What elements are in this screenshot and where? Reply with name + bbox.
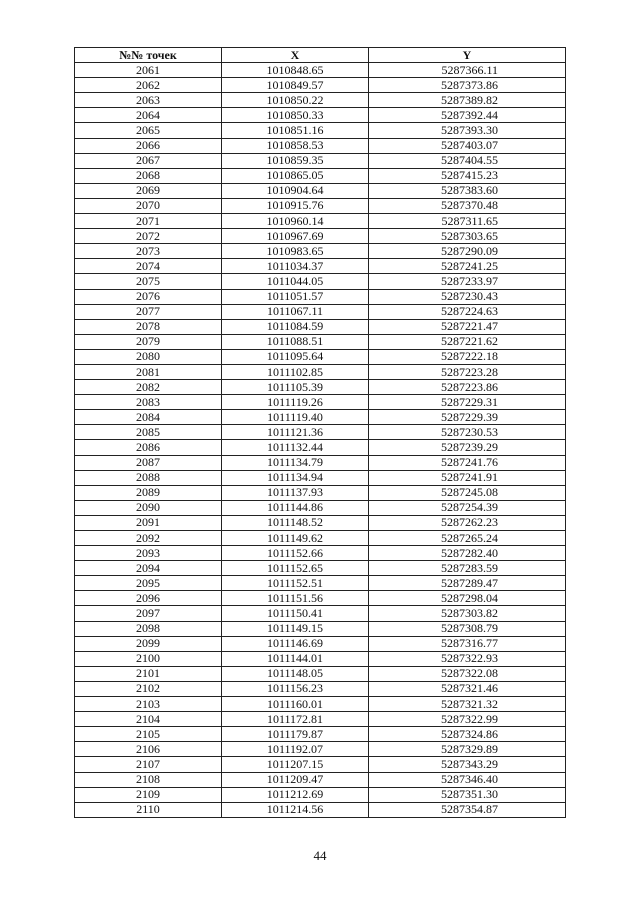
- y-coordinate-cell: 5287265.24: [369, 531, 566, 546]
- x-coordinate-cell: 1011134.79: [222, 455, 369, 470]
- point-number-cell: 2094: [75, 561, 222, 576]
- point-number-cell: 2088: [75, 470, 222, 485]
- y-coordinate-cell: 5287239.29: [369, 440, 566, 455]
- table-row: [75, 546, 566, 561]
- x-coordinate-cell: 1011192.07: [222, 742, 369, 757]
- y-coordinate-cell: 5287322.99: [369, 712, 566, 727]
- y-coordinate-cell: 5287366.11: [369, 63, 566, 78]
- point-number-cell: 2100: [75, 651, 222, 666]
- y-coordinate-cell: 5287230.53: [369, 425, 566, 440]
- point-number-cell: 2099: [75, 636, 222, 651]
- y-coordinate-cell: 5287229.39: [369, 410, 566, 425]
- point-number-cell: 2091: [75, 515, 222, 530]
- table-row: [75, 319, 566, 334]
- table-row: [75, 425, 566, 440]
- x-coordinate-cell: 1011134.94: [222, 470, 369, 485]
- table-row: [75, 229, 566, 244]
- y-coordinate-cell: 5287229.31: [369, 395, 566, 410]
- table-row: [75, 742, 566, 757]
- table-row: [75, 410, 566, 425]
- y-coordinate-cell: 5287370.48: [369, 198, 566, 213]
- table-row: [75, 772, 566, 787]
- table-row: [75, 138, 566, 153]
- table-row: [75, 621, 566, 636]
- x-coordinate-cell: 1010850.33: [222, 108, 369, 123]
- x-coordinate-cell: 1010904.64: [222, 183, 369, 198]
- table-row: [75, 500, 566, 515]
- x-coordinate-cell: 1010960.14: [222, 214, 369, 229]
- table-row: [75, 198, 566, 213]
- table-row: [75, 274, 566, 289]
- y-coordinate-cell: 5287392.44: [369, 108, 566, 123]
- x-coordinate-cell: 1010848.65: [222, 63, 369, 78]
- y-coordinate-cell: 5287298.04: [369, 591, 566, 606]
- x-coordinate-cell: 1011044.05: [222, 274, 369, 289]
- point-number-cell: 2079: [75, 334, 222, 349]
- x-coordinate-cell: 1011034.37: [222, 259, 369, 274]
- y-coordinate-cell: 5287415.23: [369, 168, 566, 183]
- y-coordinate-cell: 5287351.30: [369, 787, 566, 802]
- y-coordinate-cell: 5287316.77: [369, 636, 566, 651]
- table-row: [75, 697, 566, 712]
- table-row: [75, 455, 566, 470]
- point-number-cell: 2081: [75, 364, 222, 379]
- x-coordinate-cell: 1010850.22: [222, 93, 369, 108]
- table-row: [75, 214, 566, 229]
- y-coordinate-cell: 5287224.63: [369, 304, 566, 319]
- x-coordinate-cell: 1011152.65: [222, 561, 369, 576]
- table-row: [75, 334, 566, 349]
- point-number-cell: 2102: [75, 681, 222, 696]
- y-coordinate-cell: 5287221.47: [369, 319, 566, 334]
- table-row: [75, 576, 566, 591]
- x-coordinate-cell: 1011152.66: [222, 546, 369, 561]
- y-coordinate-cell: 5287383.60: [369, 183, 566, 198]
- x-coordinate-cell: 1011152.51: [222, 576, 369, 591]
- table-row: [75, 123, 566, 138]
- point-number-cell: 2110: [75, 802, 222, 817]
- x-coordinate-cell: 1011146.69: [222, 636, 369, 651]
- point-number-cell: 2061: [75, 63, 222, 78]
- x-coordinate-cell: 1011144.86: [222, 500, 369, 515]
- y-coordinate-cell: 5287354.87: [369, 802, 566, 817]
- point-number-cell: 2092: [75, 531, 222, 546]
- x-coordinate-cell: 1011119.40: [222, 410, 369, 425]
- point-number-cell: 2103: [75, 697, 222, 712]
- point-number-cell: 2095: [75, 576, 222, 591]
- x-coordinate-cell: 1011148.52: [222, 515, 369, 530]
- table-row: [75, 63, 566, 78]
- y-coordinate-cell: 5287233.97: [369, 274, 566, 289]
- table-body: [75, 63, 566, 818]
- point-number-cell: 2084: [75, 410, 222, 425]
- table-header: [75, 48, 566, 63]
- y-coordinate-cell: 5287222.18: [369, 349, 566, 364]
- x-coordinate-cell: 1011095.64: [222, 349, 369, 364]
- x-coordinate-cell: 1011119.26: [222, 395, 369, 410]
- y-coordinate-cell: 5287290.09: [369, 244, 566, 259]
- x-coordinate-cell: 1011144.01: [222, 651, 369, 666]
- y-coordinate-cell: 5287254.39: [369, 500, 566, 515]
- y-coordinate-cell: 5287283.59: [369, 561, 566, 576]
- point-number-cell: 2096: [75, 591, 222, 606]
- y-coordinate-cell: 5287230.43: [369, 289, 566, 304]
- point-number-cell: 2108: [75, 772, 222, 787]
- y-coordinate-cell: 5287389.82: [369, 93, 566, 108]
- x-coordinate-cell: 1010865.05: [222, 168, 369, 183]
- x-coordinate-cell: 1011150.41: [222, 606, 369, 621]
- point-number-cell: 2080: [75, 349, 222, 364]
- point-number-cell: 2075: [75, 274, 222, 289]
- x-coordinate-cell: 1010858.53: [222, 138, 369, 153]
- table-row: [75, 727, 566, 742]
- x-coordinate-cell: 1011212.69: [222, 787, 369, 802]
- y-coordinate-cell: 5287241.76: [369, 455, 566, 470]
- y-coordinate-cell: 5287329.89: [369, 742, 566, 757]
- point-number-cell: 2090: [75, 500, 222, 515]
- x-coordinate-cell: 1011207.15: [222, 757, 369, 772]
- x-coordinate-cell: 1010859.35: [222, 153, 369, 168]
- table-row: [75, 183, 566, 198]
- x-coordinate-cell: 1011121.36: [222, 425, 369, 440]
- y-coordinate-cell: 5287346.40: [369, 772, 566, 787]
- table-row: [75, 259, 566, 274]
- y-coordinate-cell: 5287311.65: [369, 214, 566, 229]
- table-row: [75, 78, 566, 93]
- point-number-cell: 2109: [75, 787, 222, 802]
- x-coordinate-cell: 1011160.01: [222, 697, 369, 712]
- table-row: [75, 380, 566, 395]
- point-number-cell: 2104: [75, 712, 222, 727]
- x-coordinate-cell: 1011149.15: [222, 621, 369, 636]
- y-coordinate-cell: 5287404.55: [369, 153, 566, 168]
- x-coordinate-cell: 1011172.81: [222, 712, 369, 727]
- point-number-cell: 2078: [75, 319, 222, 334]
- table-row: [75, 153, 566, 168]
- y-coordinate-cell: 5287322.93: [369, 651, 566, 666]
- point-number-cell: 2068: [75, 168, 222, 183]
- y-coordinate-cell: 5287321.32: [369, 697, 566, 712]
- y-coordinate-cell: 5287223.28: [369, 364, 566, 379]
- point-number-cell: 2083: [75, 395, 222, 410]
- table-row: [75, 712, 566, 727]
- y-coordinate-cell: 5287223.86: [369, 380, 566, 395]
- table-row: [75, 651, 566, 666]
- table-row: [75, 787, 566, 802]
- point-number-cell: 2073: [75, 244, 222, 259]
- point-number-cell: 2106: [75, 742, 222, 757]
- point-number-cell: 2093: [75, 546, 222, 561]
- header-y: Y: [369, 48, 566, 63]
- table-row: [75, 666, 566, 681]
- point-number-cell: 2098: [75, 621, 222, 636]
- y-coordinate-cell: 5287373.86: [369, 78, 566, 93]
- x-coordinate-cell: 1011105.39: [222, 380, 369, 395]
- table-row: [75, 364, 566, 379]
- point-number-cell: 2101: [75, 666, 222, 681]
- y-coordinate-cell: 5287303.65: [369, 229, 566, 244]
- point-number-cell: 2107: [75, 757, 222, 772]
- point-number-cell: 2087: [75, 455, 222, 470]
- point-number-cell: 2074: [75, 259, 222, 274]
- x-coordinate-cell: 1011088.51: [222, 334, 369, 349]
- table-row: [75, 636, 566, 651]
- y-coordinate-cell: 5287403.07: [369, 138, 566, 153]
- table-row: [75, 802, 566, 817]
- x-coordinate-cell: 1011179.87: [222, 727, 369, 742]
- x-coordinate-cell: 1010849.57: [222, 78, 369, 93]
- point-number-cell: 2066: [75, 138, 222, 153]
- point-number-cell: 2069: [75, 183, 222, 198]
- point-number-cell: 2086: [75, 440, 222, 455]
- table-row: [75, 93, 566, 108]
- y-coordinate-cell: 5287324.86: [369, 727, 566, 742]
- x-coordinate-cell: 1011209.47: [222, 772, 369, 787]
- y-coordinate-cell: 5287289.47: [369, 576, 566, 591]
- point-number-cell: 2071: [75, 214, 222, 229]
- point-number-cell: 2064: [75, 108, 222, 123]
- page-number: 44: [313, 848, 327, 863]
- table-row: [75, 289, 566, 304]
- point-number-cell: 2072: [75, 229, 222, 244]
- table-row: [75, 244, 566, 259]
- table-row: [75, 440, 566, 455]
- point-number-cell: 2089: [75, 485, 222, 500]
- table-row: [75, 304, 566, 319]
- x-coordinate-cell: 1011067.11: [222, 304, 369, 319]
- x-coordinate-cell: 1011084.59: [222, 319, 369, 334]
- x-coordinate-cell: 1011149.62: [222, 531, 369, 546]
- x-coordinate-cell: 1011156.23: [222, 681, 369, 696]
- table-row: [75, 515, 566, 530]
- header-x: X: [222, 48, 369, 63]
- point-number-cell: 2076: [75, 289, 222, 304]
- point-number-cell: 2097: [75, 606, 222, 621]
- x-coordinate-cell: 1010915.76: [222, 198, 369, 213]
- y-coordinate-cell: 5287221.62: [369, 334, 566, 349]
- x-coordinate-cell: 1010967.69: [222, 229, 369, 244]
- table-row: [75, 531, 566, 546]
- table-row: [75, 485, 566, 500]
- point-number-cell: 2082: [75, 380, 222, 395]
- x-coordinate-cell: 1011132.44: [222, 440, 369, 455]
- point-number-cell: 2085: [75, 425, 222, 440]
- y-coordinate-cell: 5287282.40: [369, 546, 566, 561]
- point-number-cell: 2105: [75, 727, 222, 742]
- x-coordinate-cell: 1011148.05: [222, 666, 369, 681]
- y-coordinate-cell: 5287241.91: [369, 470, 566, 485]
- point-number-cell: 2062: [75, 78, 222, 93]
- y-coordinate-cell: 5287343.29: [369, 757, 566, 772]
- y-coordinate-cell: 5287262.23: [369, 515, 566, 530]
- table-row: [75, 349, 566, 364]
- table-row: [75, 561, 566, 576]
- x-coordinate-cell: 1010851.16: [222, 123, 369, 138]
- coordinates-table: [74, 47, 566, 818]
- point-number-cell: 2065: [75, 123, 222, 138]
- y-coordinate-cell: 5287245.08: [369, 485, 566, 500]
- point-number-cell: 2063: [75, 93, 222, 108]
- x-coordinate-cell: 1011151.56: [222, 591, 369, 606]
- point-number-cell: 2070: [75, 198, 222, 213]
- x-coordinate-cell: 1010983.65: [222, 244, 369, 259]
- point-number-cell: 2067: [75, 153, 222, 168]
- y-coordinate-cell: 5287393.30: [369, 123, 566, 138]
- x-coordinate-cell: 1011051.57: [222, 289, 369, 304]
- table-row: [75, 470, 566, 485]
- table-row: [75, 108, 566, 123]
- y-coordinate-cell: 5287303.82: [369, 606, 566, 621]
- table-row: [75, 395, 566, 410]
- y-coordinate-cell: 5287241.25: [369, 259, 566, 274]
- table-row: [75, 681, 566, 696]
- x-coordinate-cell: 1011137.93: [222, 485, 369, 500]
- table-row: [75, 606, 566, 621]
- table-row: [75, 757, 566, 772]
- y-coordinate-cell: 5287321.46: [369, 681, 566, 696]
- y-coordinate-cell: 5287308.79: [369, 621, 566, 636]
- table-row: [75, 591, 566, 606]
- table-row: [75, 168, 566, 183]
- y-coordinate-cell: 5287322.08: [369, 666, 566, 681]
- header-point-number: №№ точек: [75, 48, 222, 63]
- point-number-cell: 2077: [75, 304, 222, 319]
- x-coordinate-cell: 1011214.56: [222, 802, 369, 817]
- header-row: [75, 48, 566, 63]
- x-coordinate-cell: 1011102.85: [222, 364, 369, 379]
